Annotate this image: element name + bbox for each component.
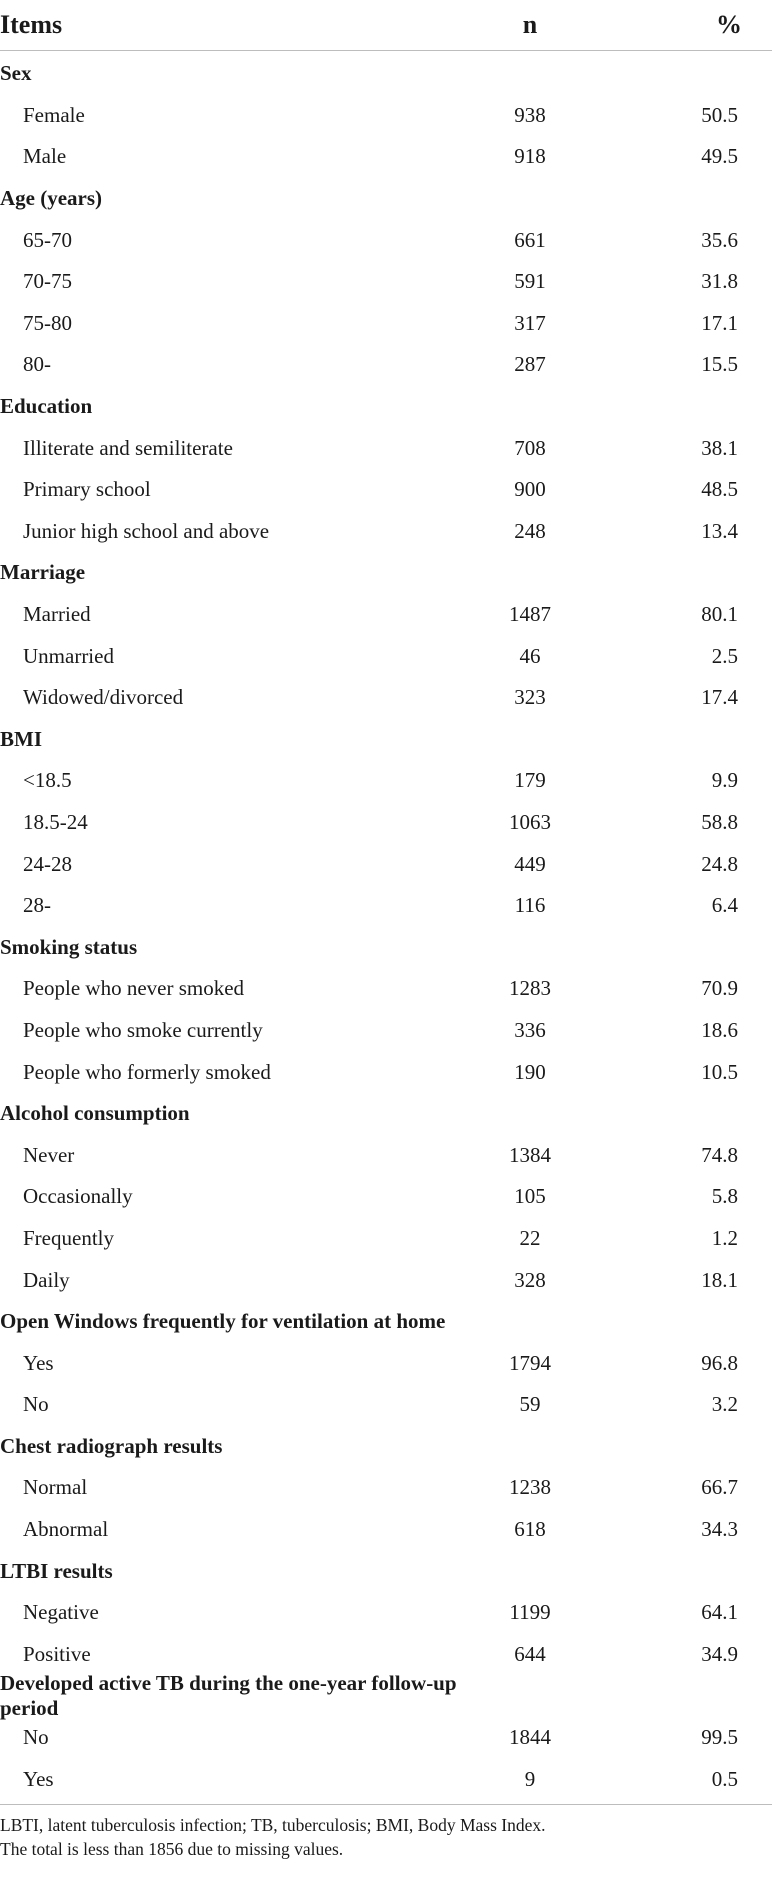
row-percent: 6.4 <box>711 893 738 918</box>
row-label: Never <box>23 1142 75 1167</box>
row-n: 323 <box>514 685 546 710</box>
table-row <box>0 968 772 1010</box>
table-row <box>0 1342 772 1384</box>
table-row <box>0 1051 772 1093</box>
header-n: n <box>522 10 538 39</box>
row-label: People who smoke currently <box>23 1017 263 1042</box>
row-percent: 13.4 <box>701 518 738 543</box>
row-percent: 5.8 <box>711 1184 738 1209</box>
row-n: 1283 <box>509 976 551 1001</box>
row-label: 28- <box>23 893 51 918</box>
row-label: 80- <box>23 352 51 377</box>
row-n: 661 <box>514 227 546 252</box>
row-n: 708 <box>514 435 546 460</box>
row-n: 644 <box>514 1641 546 1666</box>
table-body <box>0 53 772 1800</box>
row-n: 9 <box>524 1766 536 1791</box>
row-n: 1794 <box>509 1350 551 1375</box>
row-label: Unmarried <box>23 643 114 668</box>
row-label: <18.5 <box>23 768 72 793</box>
row-n: 1384 <box>509 1142 551 1167</box>
row-label: No <box>23 1392 49 1417</box>
row-percent: 64.1 <box>701 1600 738 1625</box>
row-label: Alcohol consumption <box>0 1101 190 1126</box>
row-n: 1844 <box>509 1725 551 1750</box>
table-row <box>0 136 772 178</box>
row-n: 449 <box>514 851 546 876</box>
group-header-row <box>0 386 772 428</box>
row-percent: 1.2 <box>711 1225 738 1250</box>
group-header-row <box>0 552 772 594</box>
row-label: 75-80 <box>23 310 72 335</box>
row-n: 336 <box>514 1017 546 1042</box>
row-label: Widowed/divorced <box>23 685 184 710</box>
row-label: Frequently <box>23 1225 114 1250</box>
row-label: 70-75 <box>23 269 72 294</box>
row-label: 24-28 <box>23 851 72 876</box>
row-label: Normal <box>23 1475 88 1500</box>
row-percent: 66.7 <box>701 1475 738 1500</box>
table-row <box>0 219 772 261</box>
group-header-row <box>0 1426 772 1468</box>
row-n: 1199 <box>509 1600 551 1625</box>
row-n: 591 <box>514 269 546 294</box>
table-row <box>0 469 772 511</box>
row-percent: 96.8 <box>701 1350 738 1375</box>
row-label: BMI <box>0 726 42 751</box>
group-header-row <box>0 53 772 95</box>
table-row <box>0 1176 772 1218</box>
row-label: Married <box>23 602 91 627</box>
row-percent: 48.5 <box>701 477 738 502</box>
row-label: Occasionally <box>23 1184 133 1209</box>
row-label: Age (years) <box>0 186 103 211</box>
row-n: 1063 <box>509 809 551 834</box>
row-label: Positive <box>23 1641 91 1666</box>
table-row <box>0 1758 772 1800</box>
row-percent: 17.1 <box>701 310 738 335</box>
table-row <box>0 1634 772 1676</box>
table-row <box>0 1259 772 1301</box>
row-label: Male <box>23 144 67 169</box>
row-n: 190 <box>514 1059 546 1084</box>
row-n: 22 <box>519 1225 541 1250</box>
row-n: 618 <box>514 1517 546 1542</box>
table-row <box>0 303 772 345</box>
row-n: 918 <box>514 144 546 169</box>
group-header-row <box>0 1550 772 1592</box>
row-label: 18.5-24 <box>23 809 88 834</box>
row-percent: 9.9 <box>711 768 738 793</box>
table-row <box>0 677 772 719</box>
row-n: 328 <box>514 1267 546 1292</box>
row-n: 900 <box>514 477 546 502</box>
table-row <box>0 1134 772 1176</box>
table-row <box>0 1509 772 1551</box>
row-label: People who never smoked <box>23 976 245 1001</box>
table-row <box>0 802 772 844</box>
row-n: 116 <box>514 893 546 918</box>
row-percent: 80.1 <box>701 602 738 627</box>
row-percent: 2.5 <box>711 643 738 668</box>
group-header-row <box>0 1301 772 1343</box>
table-footnotes <box>0 1805 772 1861</box>
row-percent: 99.5 <box>701 1725 738 1750</box>
footnote-abbreviations: LBTI, latent tuberculosis infection; TB, tuberculosis; BMI, Body Mass Index. <box>0 1814 546 1835</box>
row-percent: 17.4 <box>701 685 738 710</box>
row-label: Smoking status <box>0 934 138 959</box>
row-percent: 35.6 <box>701 227 738 252</box>
row-label: 65-70 <box>23 227 72 252</box>
row-percent: 50.5 <box>701 102 738 127</box>
row-percent: 31.8 <box>701 269 738 294</box>
table-row <box>0 843 772 885</box>
table-row <box>0 1218 772 1260</box>
row-label: Primary school <box>23 477 151 502</box>
group-header-row <box>0 1093 772 1135</box>
row-n: 317 <box>514 310 546 335</box>
row-label: Open Windows frequently for ventilation at home <box>0 1309 446 1334</box>
row-percent: 3.2 <box>711 1392 738 1417</box>
row-label: Illiterate and semiliterate <box>23 435 233 460</box>
table-row <box>0 95 772 137</box>
row-n: 59 <box>519 1392 541 1417</box>
row-label: No <box>23 1725 49 1750</box>
row-label: Abnormal <box>23 1517 109 1542</box>
row-percent: 18.1 <box>701 1267 738 1292</box>
table-row <box>0 1717 772 1759</box>
row-percent: 10.5 <box>701 1059 738 1084</box>
row-label: Daily <box>23 1267 70 1292</box>
row-n: 287 <box>514 352 546 377</box>
table-row <box>0 344 772 386</box>
table-row <box>0 760 772 802</box>
row-label: Negative <box>23 1600 99 1625</box>
table-row <box>0 1467 772 1509</box>
row-n: 248 <box>514 518 546 543</box>
row-percent: 18.6 <box>701 1017 738 1042</box>
header-items: Items <box>0 10 63 39</box>
row-n: 105 <box>514 1184 546 1209</box>
row-n: 179 <box>514 768 546 793</box>
table-row <box>0 261 772 303</box>
row-percent: 70.9 <box>701 976 738 1001</box>
row-n: 1238 <box>509 1475 551 1500</box>
row-label: Education <box>0 394 93 419</box>
group-header-row <box>0 1670 772 1720</box>
row-percent: 34.9 <box>701 1641 738 1666</box>
group-header-row <box>0 926 772 968</box>
row-label: Junior high school and above <box>23 518 270 543</box>
table-row <box>0 427 772 469</box>
table-row <box>0 1010 772 1052</box>
header-percent: % <box>716 10 742 39</box>
row-label: Chest radiograph results <box>0 1433 223 1458</box>
table-row <box>0 635 772 677</box>
table-row <box>0 511 772 553</box>
row-percent: 0.5 <box>711 1766 738 1791</box>
row-percent: 15.5 <box>701 352 738 377</box>
row-percent: 38.1 <box>701 435 738 460</box>
row-label: Female <box>23 102 85 127</box>
table-row <box>0 594 772 636</box>
row-n: 46 <box>519 643 541 668</box>
row-label: Sex <box>0 61 32 86</box>
table-header <box>0 0 772 51</box>
row-label: Developed active TB during the one-year follow-up period <box>0 1670 457 1720</box>
table-row <box>0 1592 772 1634</box>
row-label: Yes <box>23 1350 54 1375</box>
row-label: People who formerly smoked <box>23 1059 271 1084</box>
row-label: Yes <box>23 1766 54 1791</box>
row-label: Marriage <box>0 560 86 585</box>
table-row <box>0 1384 772 1426</box>
footnote-missing-values: The total is less than 1856 due to missing values. <box>0 1838 344 1859</box>
row-percent: 49.5 <box>701 144 738 169</box>
table-row <box>0 885 772 927</box>
row-percent: 58.8 <box>701 809 738 834</box>
group-header-row <box>0 719 772 761</box>
group-header-row <box>0 178 772 220</box>
row-percent: 24.8 <box>701 851 738 876</box>
row-label: LTBI results <box>0 1558 113 1583</box>
row-n: 938 <box>514 102 546 127</box>
row-percent: 74.8 <box>701 1142 738 1167</box>
row-n: 1487 <box>509 602 551 627</box>
row-percent: 34.3 <box>701 1517 738 1542</box>
